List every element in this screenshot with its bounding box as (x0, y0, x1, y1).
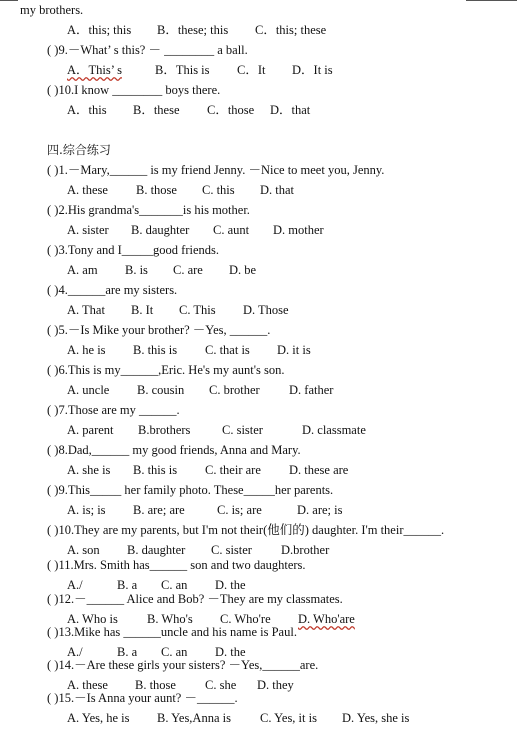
question-8-stem: ( )8.Dad,______ my good friends, Anna and Mary. (47, 443, 301, 457)
question-10-options (67, 542, 329, 558)
option-c: C. Who're (220, 612, 271, 626)
option-c: C. sister (222, 423, 263, 437)
question-15-stem: ( )15.－Is Anna your aunt? －______. (47, 691, 238, 705)
option-c: C. this (202, 183, 235, 197)
option-a: A./ (67, 578, 83, 592)
question-12-stem: ( )12.－______ Alice and Bob? －They are my classmates. (47, 592, 343, 606)
option-d: D.brother (281, 543, 330, 557)
option-d: D. the (215, 578, 246, 592)
question-8-options (67, 462, 348, 478)
option-c: C. aunt (213, 223, 250, 237)
option-d: D. are; is (297, 503, 343, 517)
option-d: D. father (289, 383, 334, 397)
option-d: D. the (215, 645, 246, 659)
option-b: B. are; are (133, 503, 185, 517)
option-b: B.brothers (138, 423, 191, 437)
question-4-stem: ( )4.______are my sisters. (47, 283, 178, 297)
option-a: A. she is (67, 463, 111, 477)
option-a: A. Who is (67, 612, 118, 626)
option-b: B. is (125, 263, 148, 277)
option-d: D. Who'are (298, 612, 355, 626)
option-d: D. they (257, 678, 294, 692)
option-d: D. these are (289, 463, 349, 477)
option-b: B. cousin (137, 383, 185, 397)
option-d: D. be (229, 263, 257, 277)
question-2-options (67, 222, 324, 238)
option-c: C. are (173, 263, 203, 277)
option-c: C. an (161, 645, 188, 659)
options-q9: A．This’ s B．This is C．It D．It is (67, 63, 333, 77)
option-a: A. these (67, 183, 108, 197)
question-14-stem: ( )14.－Are these girls your sisters? －Yes,______are. (47, 658, 319, 672)
option-c: C. This (179, 303, 216, 317)
question-1-options (67, 182, 294, 198)
options-q10: A．this B．these C．those D．that (67, 103, 311, 117)
option-c: C. their are (205, 463, 261, 477)
option-a: A./ (67, 645, 83, 659)
option-d: D. classmate (302, 423, 366, 437)
option-b: B. those (135, 678, 176, 692)
option-a: A. Yes, he is (67, 711, 130, 725)
option-c: C. she (205, 678, 237, 692)
question-4-options (67, 302, 289, 318)
option-c: C. Yes, it is (260, 711, 317, 725)
option-a: A. son (67, 543, 100, 557)
option-d: D. it is (277, 343, 311, 357)
option-d: D. mother (273, 223, 324, 237)
option-b: B. It (131, 303, 154, 317)
option-b: B. this is (133, 463, 178, 477)
option-a: A. That (67, 303, 105, 317)
option-b: B. a (117, 578, 138, 592)
question-5-options (67, 342, 311, 358)
option-c: C. an (161, 578, 188, 592)
question-2-stem: ( )2.His grandma's_______is his mother. (47, 203, 250, 217)
question-11-stem: ( )11.Mrs. Smith has______ son and two daughters. (47, 558, 306, 572)
question-10-stem: ( )10.They are my parents, but I'm not their(他们的) daughter. I'm their______. (47, 523, 445, 537)
question-5-stem: ( )5.－Is Mike your brother? －Yes, ______. (47, 323, 271, 337)
continuation-text: my brothers. (20, 3, 84, 17)
question-3-options (67, 262, 256, 278)
question-6-options (67, 382, 333, 398)
option-c: C. sister (211, 543, 252, 557)
question-13-stem: ( )13.Mike has ______uncle and his name is Paul. (47, 625, 297, 639)
question-7-options (67, 422, 366, 438)
option-c: C. brother (209, 383, 260, 397)
question-10-top: ( )10.I know ________ boys there. (47, 83, 221, 97)
section-title: 四.综合练习 (47, 143, 111, 157)
option-a: A. is; is (67, 503, 106, 517)
question-1-stem: ( )1.－Mary,______ is my friend Jenny. －Nice to meet you, Jenny. (47, 163, 385, 177)
option-a: A. parent (67, 423, 114, 437)
question-9-stem: ( )9.This_____ her family photo. These_____her parents. (47, 483, 334, 497)
option-d: D. Yes, she is (342, 711, 410, 725)
question-15-options (67, 710, 409, 726)
question-3-stem: ( )3.Tony and I_____good friends. (47, 243, 220, 257)
option-b: B. Who's (147, 612, 193, 626)
option-b: B. Yes,Anna is (157, 711, 231, 725)
option-a: A. am (67, 263, 98, 277)
option-a: A. these (67, 678, 108, 692)
option-b: B. those (136, 183, 177, 197)
option-b: B. daughter (127, 543, 186, 557)
option-b: B. a (117, 645, 138, 659)
options-q8: A．this; this B．these; this C．this; these (67, 23, 327, 37)
option-c: C. is; are (217, 503, 262, 517)
question-7-stem: ( )7.Those are my ______. (47, 403, 180, 417)
option-c: C. that is (205, 343, 250, 357)
option-b: B. daughter (131, 223, 190, 237)
question-9-top: ( )9.－What’ s this? － ________ a ball. (47, 43, 248, 57)
option-d: D. that (260, 183, 295, 197)
question-9-options (67, 502, 342, 518)
question-6-stem: ( )6.This is my______,Eric. He's my aunt's son. (47, 363, 285, 377)
option-a: A. he is (67, 343, 106, 357)
option-d: D. Those (243, 303, 289, 317)
option-a: A. sister (67, 223, 109, 237)
option-b: B. this is (133, 343, 178, 357)
option-a: A. uncle (67, 383, 110, 397)
